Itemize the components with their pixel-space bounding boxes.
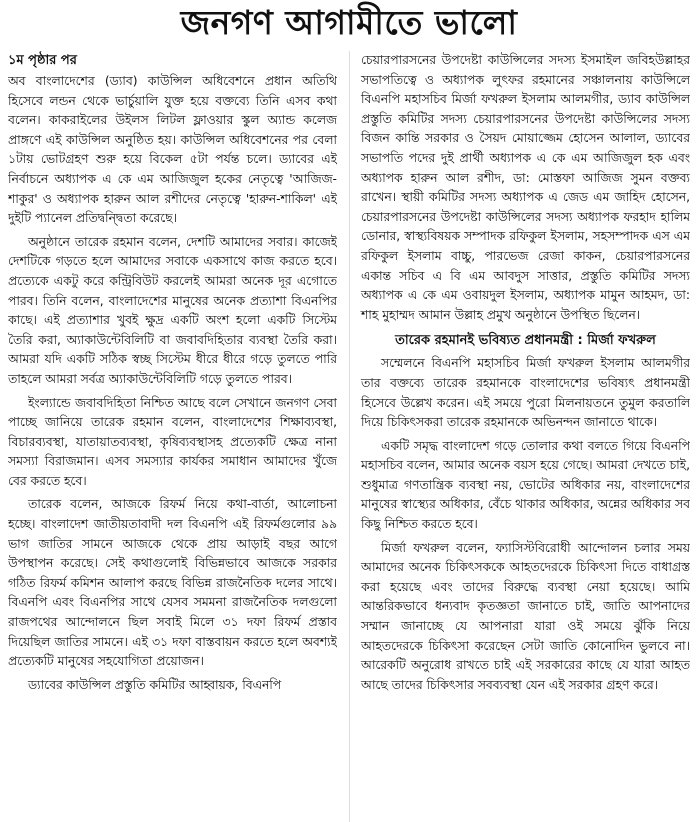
paragraph: অনুষ্ঠানে তারেক রহমান বলেন, দেশটি আমাদের সবার। কাজেই দেশটিকে গড়তে হলে আমাদের সবাকে একসাথে কাজ করতে হবে। প্রত্যেকে একটু করে কন্ট্রিবিউট করলেই আমরা অনেক দূর এগোতে পারব। তিনি বলেন, বাংলাদেশের মানুষের অনেক প্রত্যাশা বিএনপির কাছে। এই প্রত্যাশার খুবই ক্ষুদ্র একটি অংশ হলো একটি সিস্টেম তৈরি করা, অ্যাকাউন্টেবিলিটি বা জবাবদিহিতার ব্যবস্থা তৈরি করা। আমরা যদি একটি সঠিক স্বচ্ছ সিস্টেম ধীরে ধীরে গড়ে তুলতে পারি তাহলে আমরা সর্বত্র অ্যাকাউন্টেবিলিটি গড়ে তুলতে পারব। (8, 234, 337, 386)
paragraph: সম্মেলনে বিএনপি মহাসচিব মির্জা ফখরুল ইসলাম আলমগীর তার বক্তব্যে তারেক রহমানকে বাংলাদেশের ভবিষ্যৎ প্রধানমন্ত্রী হিসেবে উল্লেখ করেন। এই সময়ে পুরো মিলনায়তনে তুমুল করতালি দিয়ে চিকিৎসকরা তারেক রহমানকে অভিনন্দন জানাতে থাকে। (361, 356, 690, 430)
continuation-kicker: ১ম পৃষ্ঠার পর (8, 53, 77, 68)
paragraph: ড্যাবের কাউন্সিল প্রস্তুতি কমিটির আহ্বায়ক, বিএনপি (28, 677, 282, 692)
paragraph: মির্জা ফখরুল বলেন, ফ্যাসিস্টবিরোধী আন্দোলন চলার সময় আমাদের অনেক চিকিৎসককে আহতদেরকে চিকিৎসা দিতে বাধাগ্রস্ত করা হয়েছে এবং তাদের বিরুদ্ধে ব্যবস্থা নেয়া হয়েছে। আমি আন্তরিকভাবে ধন্যবাদ কৃতজ্ঞতা জানাতে চাই, জাতি আপনাদের সম্মান জানাচ্ছে যে আপনারা যারা ওই সময়ে ঝুঁকি নিয়ে আহতদেরকে চিকিৎসা করেছেন সেটা জাতি কোনোদিন ভুলবে না। আরেকটি অনুরোধ রাখতে চাই এই সরকারের কাছে যে যারা আহত আছে তাদের চিকিৎসার সবব্যবস্থা যেন এই সরকার গ্রহণ করে। (361, 540, 690, 692)
headline: জনগণ আগামীতে ভালো (0, 0, 698, 47)
paragraph (8, 51, 337, 229)
paragraph: একটি সমৃদ্ধ বাংলাদেশ গড়ে তোলার কথা বলতে গিয়ে বিএনপি মহাসচিব বলেন, আমার অনেক বয়স হয়ে গেছে। আমরা দেখতে চাই, শুধুমাত্র গণতান্ত্রিক ব্যবস্থা নয়, ভোটের অধিকার নয়, বাংলাদেশের মানুষের স্বাস্থ্যের অধিকার, বেঁচে থাকার অধিকার, অন্নের অধিকার সব কিছু নিশ্চিত করতে হবে। (361, 438, 690, 532)
subheading: তারেক রহমানই ভবিষ্যত প্রধানমন্ত্রী : মির্জা ফখরুল (395, 333, 656, 349)
paragraph: ইংল্যান্ডে জবাবদিহিতা নিশ্চিত আছে বলে সেখানে জনগণ সেবা পাচ্ছে জানিয়ে তারেক রহমান বলেন, বাংলাদেশের শিক্ষাব্যবস্থা, বিচারব্যবস্থা, যাতায়াতব্যবস্থা, কৃষিব্যবস্থাসহ প্রত্যেকটি ক্ষেত্র নানা সমস্যা বিরাজমান। এসব সমস্যার কার্যকর সমাধান আমাদের খুঁজে বের করতে হবে। (8, 395, 337, 488)
paragraph-text: অব বাংলাদেশের (ড্যাব) কাউন্সিল অধিবেশনে প্রধান অতিথি হিসেবে লন্ডন থেকে ভার্চুয়ালি যুক্ত হয়ে বক্তব্যে তিনি এসব কথা বলেন। কাকরাইলের উইলস লিটল ফ্লাওয়ার স্কুল অ্যান্ড কলেজ প্রাঙ্গণে এই কাউন্সিল অনুষ্ঠিত হয়। কাউন্সিল অধিবেশনের পর বেলা ১টায় ভোটগ্রহণ শুরু হয়ে বিকেল ৫টা পর্যন্ত চলে। ড্যাবের এই নির্বাচনে অধ্যাপক এ কে এম আজিজুল হকের নেতৃত্বে 'আজিজ-শাকুর' ও অধ্যাপক হারুন আল রশীদের নেতৃত্বে 'হারুন-শাকিল' এই দুইটি প্যানেল প্রতিদ্বন্দ্বিতা করেছে। (8, 74, 337, 226)
article-body (0, 47, 698, 822)
right-column (349, 51, 690, 822)
paragraph: চেয়ারপারসনের উপদেষ্টা কাউন্সিলের সদস্য ইসমাইল জবিহউল্লাহর সভাপতিত্বে ও অধ্যাপক লুৎফর রহমানের সঞ্চালনায় কাউন্সিলে বিএনপি মহাসচিব মির্জা ফখরুল ইসলাম আলমগীর, ড্যাব কাউন্সিল প্রস্তুতি কমিটির সদস্য চেয়ারপারসনের উপদেষ্টা কাউন্সিলের সদস্য বিজন কান্তি সরকার ও সৈয়দ মোয়াজ্জেম হোসেন আলাল, ড্যাবের সভাপতি পদের দুই প্রার্থী অধ্যাপক এ কে এম আজিজুল হক এবং অধ্যাপক হারুন আল রশীদ, ডা: মোস্তফা আজিজ সুমন বক্তব্য রাখেন। স্থায়ী কমিটির সদস্য অধ্যাপক এ জেড এম জাহিদ হোসেন, চেয়ারপারসনের উপদেষ্টা কাউন্সিলের সদস্য অধ্যাপক ফরহাদ হালিম ডোনার, স্বাস্থ্যবিষয়ক সম্পাদক রফিকুল ইসলাম, সহসম্পাদক এস এম রফিকুল ইসলাম বাচ্চু, পারভেজ রেজা কাকন, চেয়ারপারসনের একান্ত সচিব এ বি এম আবদুস সাত্তার, প্রস্তুতি কমিটির সদস্য অধ্যাপক এ কে এম ওবায়দুল ইসলাম, অধ্যাপক মামুন আহমদ, ডা: শাহ মুহাম্মদ আমান উল্লাহ প্রমুখ অনুষ্ঠানে উপস্থিত ছিলেন। (361, 53, 690, 322)
left-column (8, 51, 337, 822)
paragraph: তারেক বলেন, আজকে রিফর্ম নিয়ে কথা-বার্তা, আলোচনা হচ্ছে। বাংলাদেশ জাতীয়তাবাদী দল বিএনপি এই রিফর্মগুলোর ৯৯ ভাগ জাতির সামনে আজকে থেকে প্রায় আড়াই বছর আগে উপস্থাপন করেছে। সেই কথাগুলোই বিভিন্নভাবে আজকে সরকার গঠিত রিফর্ম কমিশন আলাপ করছে বিভিন্ন রাজনৈতিক দলের সাথে। বিএনপি এবং বিএনপির সাথে যেসব সমমনা রাজনৈতিক দলগুলো রাজপথের আন্দোলনে ছিল সবাই মিলে ৩১ দফা রিফর্ম প্রস্তাব দিয়েছিল জাতির সামনে। এই ৩১ দফা বাস্তবায়ন করতে হলে অবশ্যই প্রত্যেকটি মানুষের সহযোগিতা প্রয়োজন। (8, 497, 337, 669)
